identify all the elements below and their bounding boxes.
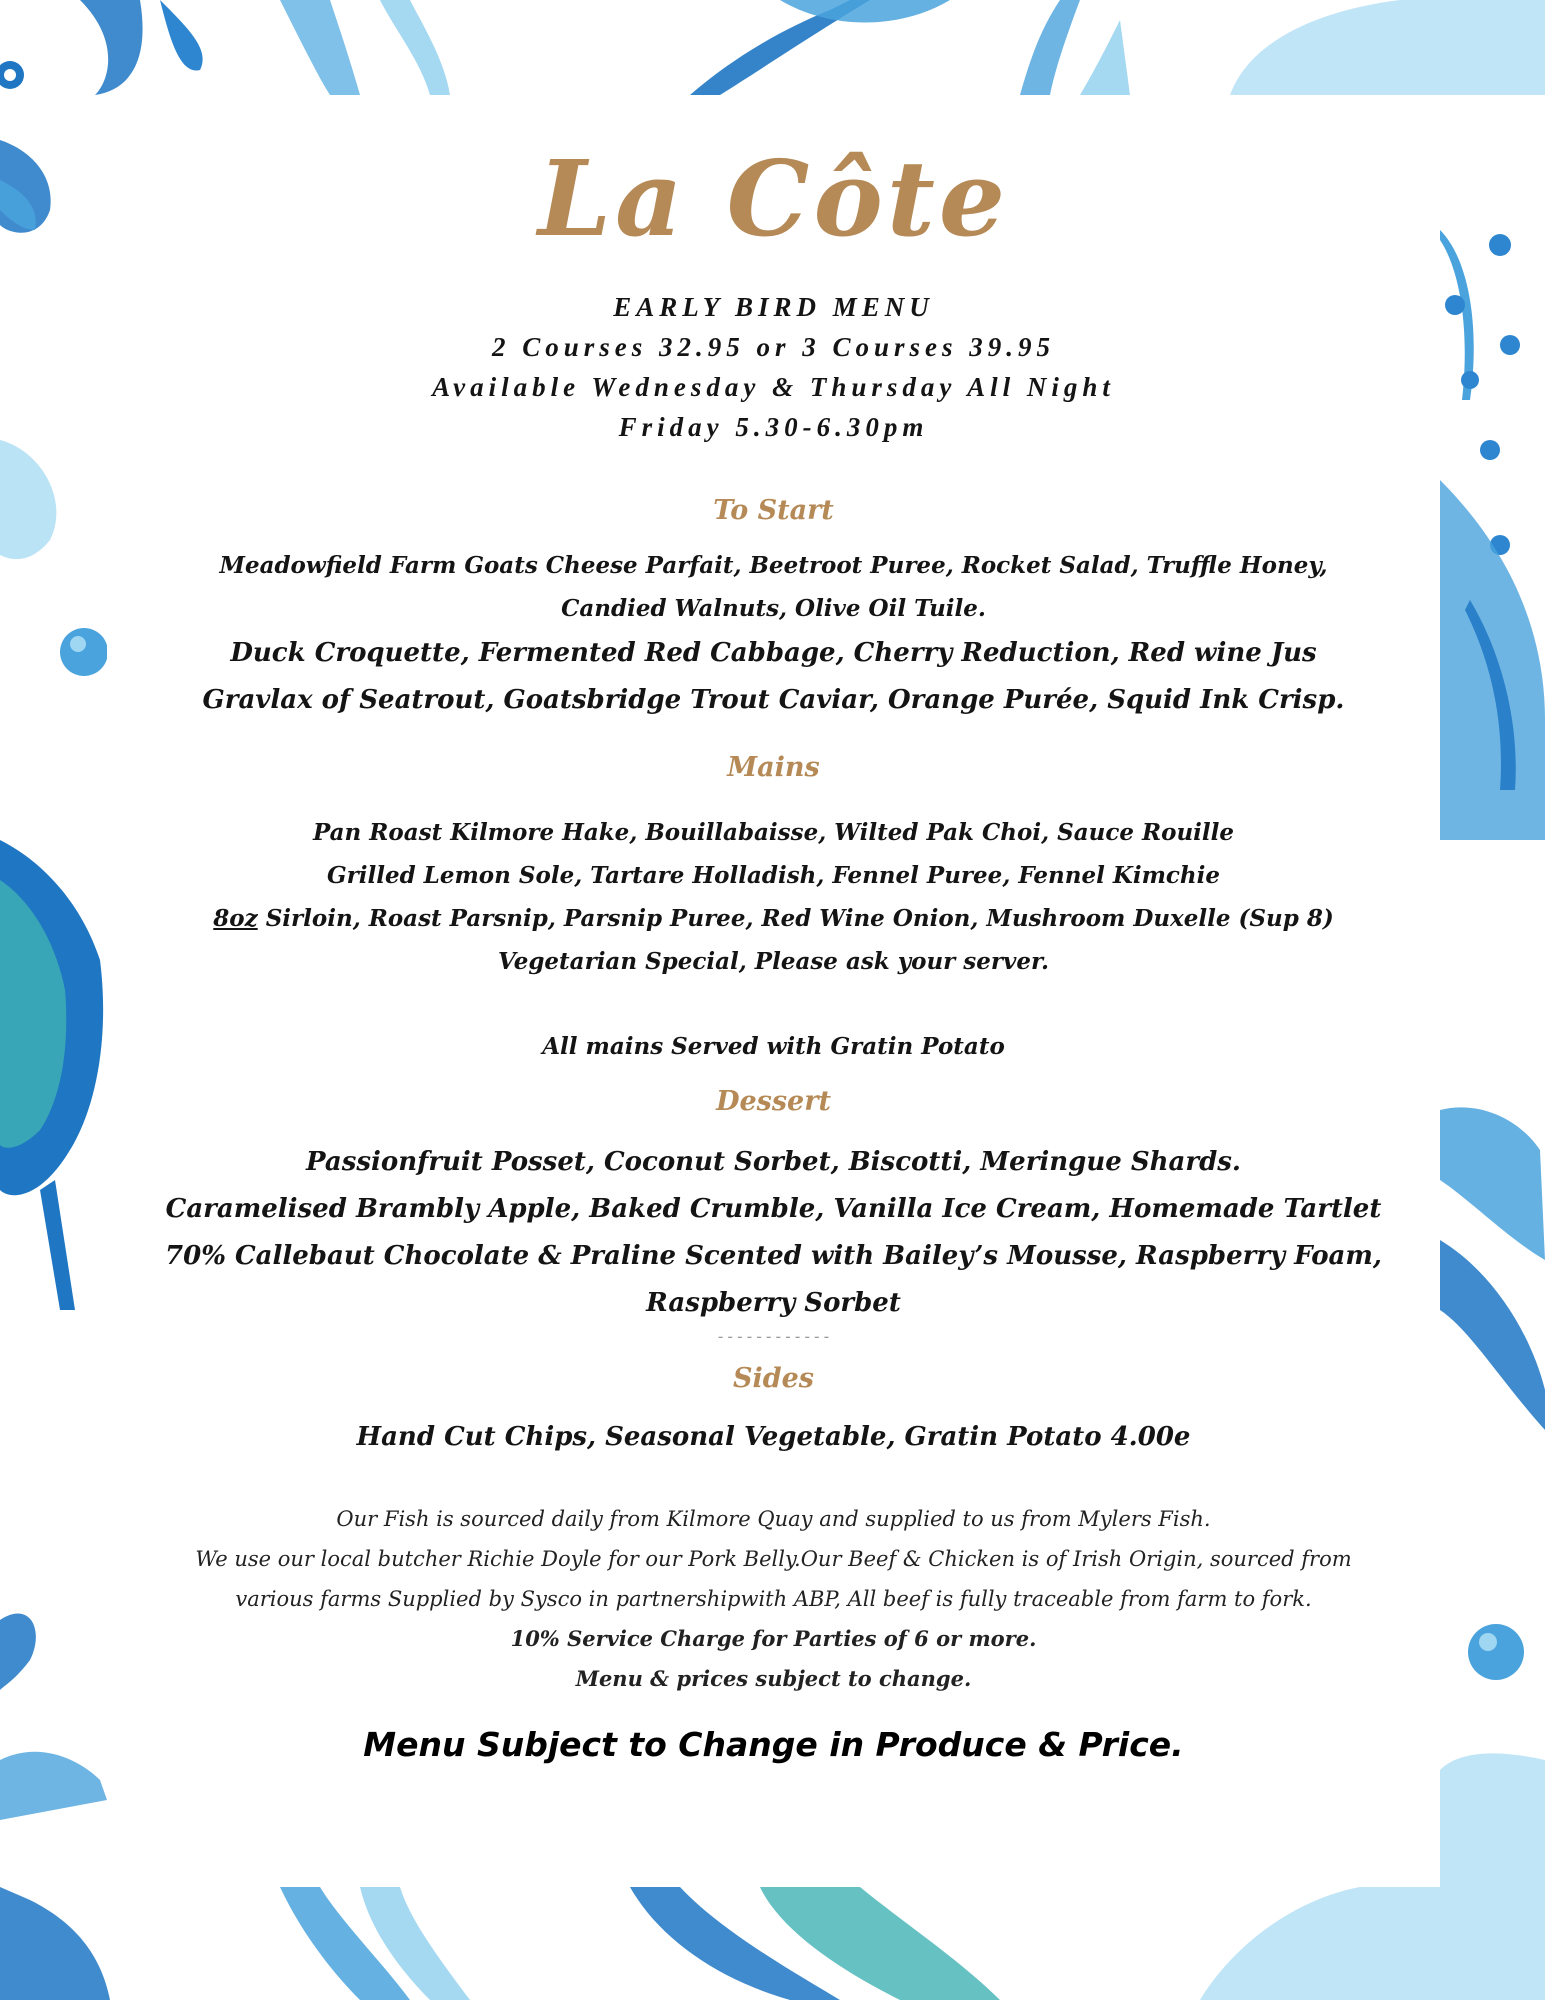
main-line: Grilled Lemon Sole, Tartare Holladish, Fennel Puree, Fennel Kimchie (326, 862, 1221, 889)
menu-panel (107, 97, 1440, 1887)
starter-line: Gravlax of Seatrout, Goatsbridge Trout Caviar, Orange Purée, Squid Ink Crisp. (202, 685, 1345, 715)
section-divider: ------------ (715, 1327, 832, 1346)
dessert-line: 70% Callebaut Chocolate & Praline Scented with Bailey’s Mousse, Raspberry Foam, (165, 1241, 1382, 1271)
dessert-list (107, 1139, 1440, 1327)
service-charge-note: 10% Service Charge for Parties of 6 or more. (510, 1626, 1037, 1651)
dessert-heading: Dessert (716, 1086, 831, 1117)
menu-content (107, 97, 1440, 1764)
sides-line: Hand Cut Chips, Seasonal Vegetable, Gratin Potato 4.00e (356, 1422, 1191, 1452)
starters-heading: To Start (713, 495, 834, 526)
starter-line: Meadowfield Farm Goats Cheese Parfait, Beetroot Puree, Rocket Salad, Truffle Honey, (219, 552, 1328, 579)
farms-note: various farms Supplied by Sysco in partnershipwith ABP, All beef is fully traceable from farm to fork. (235, 1587, 1312, 1611)
sirloin-weight: 8oz (213, 905, 258, 932)
starter-line: Duck Croquette, Fermented Red Cabbage, Cherry Reduction, Red wine Jus (230, 638, 1317, 668)
main-line: Vegetarian Special, Please ask your server. (497, 948, 1050, 975)
main-line: Pan Roast Kilmore Hake, Bouillabaisse, Wilted Pak Choi, Sauce Rouille (312, 819, 1235, 846)
dessert-line: Caramelised Brambly Apple, Baked Crumble, Vanilla Ice Cream, Homemade Tartlet (165, 1194, 1382, 1224)
sourcing-notes (107, 1499, 1440, 1699)
availability: Available Wednesday & Thursday All Night (432, 372, 1115, 402)
dessert-line: Passionfruit Posset, Coconut Sorbet, Biscotti, Meringue Shards. (306, 1147, 1241, 1177)
mains-heading: Mains (727, 752, 820, 783)
main-line-sirloin (107, 897, 1440, 940)
sirloin-description: Sirloin, Roast Parsnip, Parsnip Puree, Red Wine Onion, Mushroom Duxelle (Sup 8) (257, 905, 1334, 932)
menu-intro (107, 287, 1440, 447)
starter-line: Candied Walnuts, Olive Oil Tuile. (561, 595, 986, 622)
mains-list (107, 811, 1440, 1068)
butcher-note: We use our local butcher Richie Doyle for our Pork Belly.Our Beef & Chicken is of Irish Origin, sourced from (195, 1547, 1352, 1571)
menu-title: EARLY BIRD MENU (613, 292, 934, 322)
starters-list (107, 544, 1440, 724)
friday-hours: Friday 5.30-6.30pm (618, 412, 929, 442)
restaurant-logo: La Côte (537, 137, 1010, 260)
dessert-line: Raspberry Sorbet (646, 1288, 901, 1318)
fish-note: Our Fish is sourced daily from Kilmore Quay and supplied to us from Mylers Fish. (336, 1507, 1211, 1531)
prices-note: Menu & prices subject to change. (575, 1666, 972, 1691)
sides-heading: Sides (732, 1363, 814, 1394)
change-disclaimer: Menu Subject to Change in Produce & Price. (363, 1725, 1184, 1764)
course-prices: 2 Courses 32.95 or 3 Courses 39.95 (491, 332, 1056, 362)
mains-served-with: All mains Served with Gratin Potato (542, 1033, 1005, 1060)
